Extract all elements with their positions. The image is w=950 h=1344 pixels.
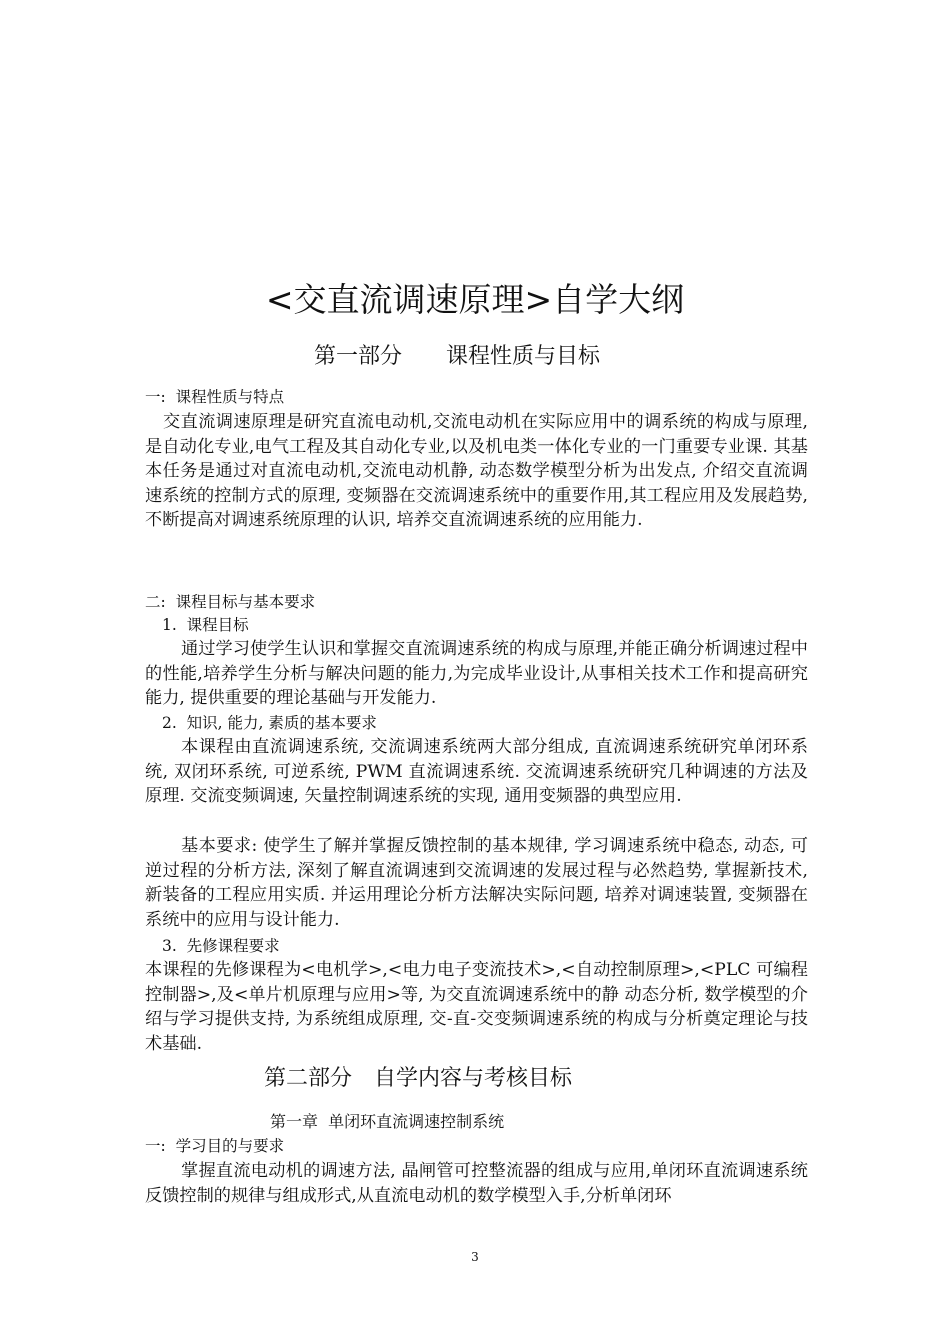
item2-body2: 基本要求: 使学生了解并掌握反馈控制的基本规律, 学习调速系统中稳态, 动态, 可逆过程的分析方法, 深刻了解直流调速到交流调速的发展过程与必然趋势, 掌握新技术, 新装备的工程应用实质. 并运用理论分析方法解决实际问题, 培养对调速装置, 变频器在系统中的应用与设计能力. [145,836,808,930]
item2-label: 2. 知识, 能力, 素质的基本要求 [162,714,377,732]
section2-heading: 二: 课程目标与基本要求 [145,593,316,611]
part2-heading: 第二部分 自学内容与考核目标 [264,1066,573,1091]
item1-body: 通过学习使学生认识和掌握交直流调速系统的构成与原理,并能正确分析调速过程中的性能,培养学生分析与解决问题的能力,为完成毕业设计,从事相关技术工作和提高研究能力, 提供重要的理论基础与开发能力. [145,639,808,709]
item3-body: 本课程的先修课程为<电机学>,<电力电子变流技术>,<自动控制原理>,<PLC 可编程控制器>,及<单片机原理与应用>等, 为交直流调速系统中的静 动态分析, 数学模型的介绍与学习提供支持, 为系统组成原理, 交-直-交变频调速系统的构成与分析奠定理论与技术基础. [145,960,808,1054]
chapter-section1-heading: 一: 学习目的与要求 [145,1137,285,1155]
item3-label: 3. 先修课程要求 [162,937,280,955]
page-number: 3 [471,1250,479,1264]
item2-body: 本课程由直流调速系统, 交流调速系统两大部分组成, 直流调速系统研究单闭环系统, 双闭环系统, 可逆系统, PWM 直流调速系统. 交流调速系统研究几种调速的方法及原理. 交流变频调速, 矢量控制调速系统的实现, 通用变频器的典型应用. [145,737,808,807]
item1-label: 1. 课程目标 [162,616,249,634]
part1-heading: 第一部分 课程性质与目标 [314,344,601,369]
chapter1-heading: 第一章 单闭环直流调速控制系统 [270,1112,505,1131]
section1-heading: 一: 课程性质与特点 [145,388,285,406]
document-title: <交直流调速原理>自学大纲 [265,280,685,319]
chapter-section1-body: 掌握直流电动机的调速方法, 晶闸管可控整流器的组成与应用,单闭环直流调速系统反馈控制的规律与组成形式,从直流电动机的数学模型入手,分析单闭环 [145,1161,808,1206]
section1-body: 交直流调速原理是研究直流电动机,交流电动机在实际应用中的调系统的构成与原理,是自动化专业,电气工程及其自动化专业,以及机电类一体化专业的一门重要专业课. 其基本任务是通过对直流电动机,交流电动机静, 动态数学模型分析为出发点, 介绍交直流调速系统的控制方式的原理, 变频器在交流调速系统中的重要作用,其工程应用及发展趋势,不断提高对调速系统原理的认识, 培养交直流调速系统的应用能力. [145,412,808,531]
